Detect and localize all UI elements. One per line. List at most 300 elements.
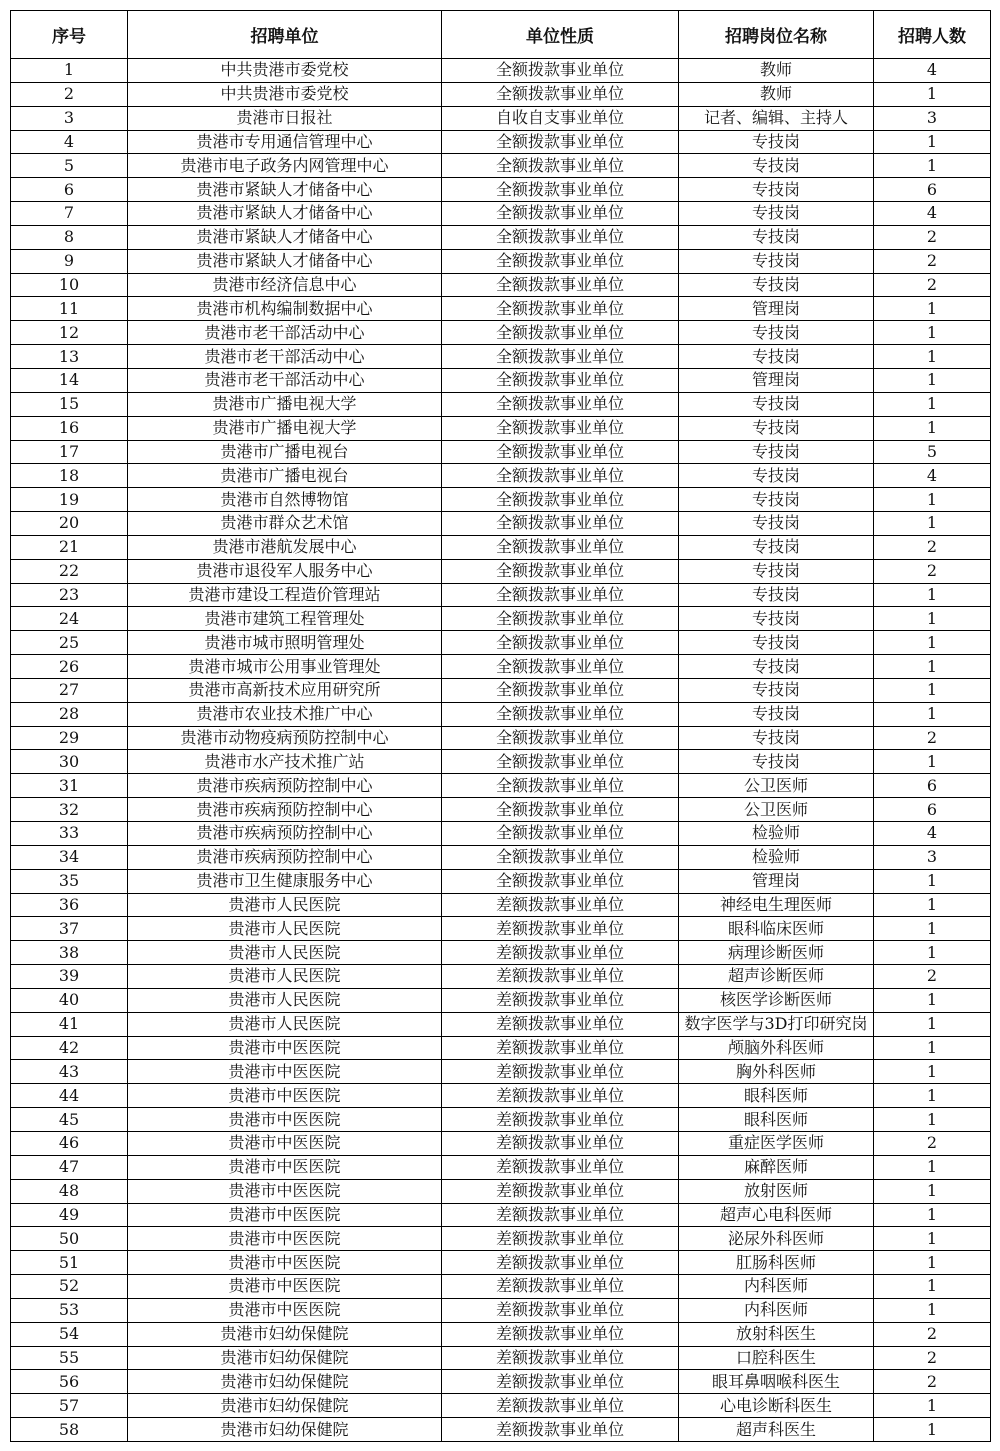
cell-position: 专技岗	[679, 512, 874, 536]
table-row	[11, 1251, 991, 1275]
cell-position: 专技岗	[679, 631, 874, 655]
cell-position: 放射医师	[679, 1179, 874, 1203]
header-count: 招聘人数	[874, 11, 991, 59]
cell-index: 44	[11, 1084, 128, 1108]
cell-unit-type: 全额拨款事业单位	[442, 678, 679, 702]
cell-index: 21	[11, 535, 128, 559]
cell-unit-type: 全额拨款事业单位	[442, 202, 679, 226]
cell-employer: 贵港市城市照明管理处	[128, 631, 442, 655]
cell-count: 1	[874, 1036, 991, 1060]
cell-employer: 贵港市中医医院	[128, 1084, 442, 1108]
cell-position: 专技岗	[679, 178, 874, 202]
cell-position: 教师	[679, 82, 874, 106]
table-row	[11, 1394, 991, 1418]
cell-index: 10	[11, 273, 128, 297]
cell-index: 50	[11, 1227, 128, 1251]
table-row	[11, 154, 991, 178]
cell-unit-type: 全额拨款事业单位	[442, 249, 679, 273]
table-row	[11, 1155, 991, 1179]
cell-position: 核医学诊断医师	[679, 988, 874, 1012]
cell-unit-type: 差额拨款事业单位	[442, 1394, 679, 1418]
cell-unit-type: 差额拨款事业单位	[442, 1036, 679, 1060]
cell-count: 4	[874, 822, 991, 846]
cell-employer: 贵港市中医医院	[128, 1060, 442, 1084]
cell-employer: 贵港市疾病预防控制中心	[128, 798, 442, 822]
cell-position: 口腔科医生	[679, 1346, 874, 1370]
cell-unit-type: 差额拨款事业单位	[442, 1084, 679, 1108]
table-row	[11, 178, 991, 202]
cell-unit-type: 全额拨款事业单位	[442, 655, 679, 679]
cell-position: 重症医学医师	[679, 1131, 874, 1155]
cell-employer: 贵港市建筑工程管理处	[128, 607, 442, 631]
cell-index: 20	[11, 512, 128, 536]
cell-index: 43	[11, 1060, 128, 1084]
cell-index: 45	[11, 1108, 128, 1132]
cell-employer: 贵港市中医医院	[128, 1203, 442, 1227]
table-row	[11, 1131, 991, 1155]
table-row	[11, 1203, 991, 1227]
cell-employer: 中共贵港市委党校	[128, 82, 442, 106]
cell-unit-type: 全额拨款事业单位	[442, 512, 679, 536]
cell-index: 23	[11, 583, 128, 607]
cell-position: 泌尿外科医师	[679, 1227, 874, 1251]
cell-unit-type: 差额拨款事业单位	[442, 1060, 679, 1084]
table-row	[11, 392, 991, 416]
cell-employer: 贵港市妇幼保健院	[128, 1346, 442, 1370]
cell-unit-type: 全额拨款事业单位	[442, 464, 679, 488]
cell-position: 眼科医师	[679, 1108, 874, 1132]
cell-position: 专技岗	[679, 440, 874, 464]
cell-position: 数字医学与3D打印研究岗	[679, 1012, 874, 1036]
cell-index: 1	[11, 59, 128, 83]
cell-employer: 贵港市建设工程造价管理站	[128, 583, 442, 607]
cell-unit-type: 差额拨款事业单位	[442, 1322, 679, 1346]
cell-unit-type: 全额拨款事业单位	[442, 607, 679, 631]
cell-unit-type: 全额拨款事业单位	[442, 631, 679, 655]
cell-position: 胸外科医师	[679, 1060, 874, 1084]
cell-index: 6	[11, 178, 128, 202]
table-row	[11, 822, 991, 846]
cell-unit-type: 全额拨款事业单位	[442, 440, 679, 464]
cell-position: 管理岗	[679, 869, 874, 893]
cell-count: 1	[874, 1298, 991, 1322]
cell-employer: 贵港市专用通信管理中心	[128, 130, 442, 154]
cell-employer: 贵港市动物疫病预防控制中心	[128, 726, 442, 750]
cell-position: 专技岗	[679, 345, 874, 369]
cell-index: 36	[11, 893, 128, 917]
cell-position: 专技岗	[679, 750, 874, 774]
cell-count: 6	[874, 798, 991, 822]
cell-index: 3	[11, 106, 128, 130]
cell-position: 超声科医生	[679, 1418, 874, 1442]
cell-count: 2	[874, 1322, 991, 1346]
cell-position: 专技岗	[679, 321, 874, 345]
cell-unit-type: 差额拨款事业单位	[442, 1203, 679, 1227]
cell-position: 心电诊断科医生	[679, 1394, 874, 1418]
cell-employer: 贵港市紧缺人才储备中心	[128, 178, 442, 202]
table-row	[11, 655, 991, 679]
cell-count: 1	[874, 1084, 991, 1108]
cell-unit-type: 全额拨款事业单位	[442, 774, 679, 798]
cell-position: 公卫医师	[679, 774, 874, 798]
cell-unit-type: 全额拨款事业单位	[442, 273, 679, 297]
table-row	[11, 464, 991, 488]
cell-employer: 贵港市中医医院	[128, 1251, 442, 1275]
cell-employer: 贵港市广播电视台	[128, 440, 442, 464]
cell-employer: 贵港市人民医院	[128, 941, 442, 965]
cell-position: 超声心电科医师	[679, 1203, 874, 1227]
cell-unit-type: 全额拨款事业单位	[442, 297, 679, 321]
cell-employer: 贵港市妇幼保健院	[128, 1370, 442, 1394]
cell-position: 专技岗	[679, 678, 874, 702]
cell-count: 2	[874, 965, 991, 989]
header-position: 招聘岗位名称	[679, 11, 874, 59]
table-row	[11, 1418, 991, 1442]
cell-employer: 贵港市疾病预防控制中心	[128, 822, 442, 846]
cell-count: 2	[874, 726, 991, 750]
table-row	[11, 488, 991, 512]
cell-unit-type: 差额拨款事业单位	[442, 1131, 679, 1155]
table-row	[11, 559, 991, 583]
table-row	[11, 988, 991, 1012]
cell-count: 1	[874, 702, 991, 726]
cell-count: 2	[874, 225, 991, 249]
cell-position: 内科医师	[679, 1298, 874, 1322]
cell-position: 麻醉医师	[679, 1155, 874, 1179]
cell-count: 1	[874, 1418, 991, 1442]
cell-index: 56	[11, 1370, 128, 1394]
cell-count: 4	[874, 464, 991, 488]
cell-index: 16	[11, 416, 128, 440]
cell-employer: 贵港市中医医院	[128, 1227, 442, 1251]
cell-position: 超声诊断医师	[679, 965, 874, 989]
cell-index: 48	[11, 1179, 128, 1203]
cell-count: 1	[874, 1227, 991, 1251]
cell-count: 1	[874, 488, 991, 512]
cell-employer: 贵港市农业技术推广中心	[128, 702, 442, 726]
cell-position: 肛肠科医师	[679, 1251, 874, 1275]
cell-position: 眼科临床医师	[679, 917, 874, 941]
cell-position: 专技岗	[679, 202, 874, 226]
table-row	[11, 202, 991, 226]
cell-index: 25	[11, 631, 128, 655]
cell-employer: 贵港市港航发展中心	[128, 535, 442, 559]
cell-index: 31	[11, 774, 128, 798]
cell-position: 眼科医师	[679, 1084, 874, 1108]
cell-employer: 贵港市老干部活动中心	[128, 321, 442, 345]
cell-count: 1	[874, 750, 991, 774]
table-row	[11, 941, 991, 965]
table-row	[11, 130, 991, 154]
cell-index: 41	[11, 1012, 128, 1036]
cell-unit-type: 全额拨款事业单位	[442, 583, 679, 607]
cell-employer: 贵港市疾病预防控制中心	[128, 845, 442, 869]
cell-unit-type: 差额拨款事业单位	[442, 893, 679, 917]
cell-employer: 贵港市卫生健康服务中心	[128, 869, 442, 893]
cell-count: 2	[874, 1370, 991, 1394]
cell-position: 专技岗	[679, 130, 874, 154]
cell-index: 38	[11, 941, 128, 965]
table-row	[11, 1227, 991, 1251]
cell-count: 1	[874, 869, 991, 893]
cell-employer: 贵港市经济信息中心	[128, 273, 442, 297]
cell-employer: 贵港市紧缺人才储备中心	[128, 225, 442, 249]
table-row	[11, 869, 991, 893]
cell-position: 专技岗	[679, 464, 874, 488]
cell-count: 1	[874, 1179, 991, 1203]
header-index: 序号	[11, 11, 128, 59]
cell-position: 专技岗	[679, 249, 874, 273]
table-row	[11, 416, 991, 440]
table-row	[11, 774, 991, 798]
cell-unit-type: 差额拨款事业单位	[442, 941, 679, 965]
cell-position: 颅脑外科医师	[679, 1036, 874, 1060]
cell-position: 专技岗	[679, 607, 874, 631]
cell-unit-type: 全额拨款事业单位	[442, 488, 679, 512]
cell-index: 29	[11, 726, 128, 750]
cell-position: 专技岗	[679, 702, 874, 726]
cell-employer: 贵港市妇幼保健院	[128, 1394, 442, 1418]
cell-count: 1	[874, 345, 991, 369]
cell-count: 1	[874, 655, 991, 679]
cell-count: 1	[874, 917, 991, 941]
cell-index: 54	[11, 1322, 128, 1346]
cell-index: 17	[11, 440, 128, 464]
cell-employer: 贵港市电子政务内网管理中心	[128, 154, 442, 178]
cell-index: 13	[11, 345, 128, 369]
cell-unit-type: 全额拨款事业单位	[442, 82, 679, 106]
table-row	[11, 249, 991, 273]
cell-unit-type: 差额拨款事业单位	[442, 1179, 679, 1203]
cell-index: 7	[11, 202, 128, 226]
cell-employer: 贵港市中医医院	[128, 1108, 442, 1132]
cell-index: 35	[11, 869, 128, 893]
cell-index: 26	[11, 655, 128, 679]
cell-index: 40	[11, 988, 128, 1012]
cell-count: 1	[874, 1012, 991, 1036]
cell-unit-type: 全额拨款事业单位	[442, 702, 679, 726]
cell-unit-type: 全额拨款事业单位	[442, 822, 679, 846]
cell-position: 专技岗	[679, 225, 874, 249]
cell-employer: 贵港市群众艺术馆	[128, 512, 442, 536]
cell-index: 5	[11, 154, 128, 178]
cell-employer: 贵港市人民医院	[128, 893, 442, 917]
cell-position: 病理诊断医师	[679, 941, 874, 965]
header-row	[11, 11, 991, 59]
cell-unit-type: 差额拨款事业单位	[442, 965, 679, 989]
cell-count: 1	[874, 1251, 991, 1275]
cell-employer: 贵港市紧缺人才储备中心	[128, 249, 442, 273]
table-row	[11, 535, 991, 559]
cell-count: 6	[874, 178, 991, 202]
table-row	[11, 1322, 991, 1346]
table-row	[11, 82, 991, 106]
cell-index: 24	[11, 607, 128, 631]
cell-count: 1	[874, 368, 991, 392]
table-row	[11, 726, 991, 750]
cell-unit-type: 差额拨款事业单位	[442, 1418, 679, 1442]
cell-employer: 贵港市水产技术推广站	[128, 750, 442, 774]
recruitment-table	[10, 10, 991, 1442]
cell-count: 1	[874, 82, 991, 106]
table-row	[11, 345, 991, 369]
cell-unit-type: 全额拨款事业单位	[442, 345, 679, 369]
cell-position: 专技岗	[679, 416, 874, 440]
cell-employer: 贵港市中医医院	[128, 1275, 442, 1299]
cell-unit-type: 差额拨款事业单位	[442, 1275, 679, 1299]
cell-count: 1	[874, 893, 991, 917]
cell-count: 1	[874, 1155, 991, 1179]
cell-unit-type: 全额拨款事业单位	[442, 798, 679, 822]
cell-count: 1	[874, 631, 991, 655]
cell-unit-type: 差额拨款事业单位	[442, 1370, 679, 1394]
table-row	[11, 368, 991, 392]
cell-index: 51	[11, 1251, 128, 1275]
header-unit-type: 单位性质	[442, 11, 679, 59]
cell-count: 1	[874, 130, 991, 154]
cell-index: 39	[11, 965, 128, 989]
cell-count: 6	[874, 774, 991, 798]
cell-count: 1	[874, 321, 991, 345]
cell-employer: 贵港市老干部活动中心	[128, 345, 442, 369]
cell-unit-type: 差额拨款事业单位	[442, 1012, 679, 1036]
cell-index: 4	[11, 130, 128, 154]
cell-position: 检验师	[679, 822, 874, 846]
cell-index: 53	[11, 1298, 128, 1322]
cell-index: 34	[11, 845, 128, 869]
cell-count: 1	[874, 1203, 991, 1227]
cell-employer: 贵港市妇幼保健院	[128, 1322, 442, 1346]
cell-employer: 贵港市中医医院	[128, 1179, 442, 1203]
table-row	[11, 1346, 991, 1370]
cell-count: 1	[874, 1394, 991, 1418]
cell-employer: 贵港市紧缺人才储备中心	[128, 202, 442, 226]
cell-index: 14	[11, 368, 128, 392]
cell-count: 2	[874, 249, 991, 273]
cell-unit-type: 差额拨款事业单位	[442, 1108, 679, 1132]
table-row	[11, 440, 991, 464]
cell-employer: 贵港市老干部活动中心	[128, 368, 442, 392]
cell-employer: 贵港市广播电视台	[128, 464, 442, 488]
cell-index: 46	[11, 1131, 128, 1155]
cell-index: 11	[11, 297, 128, 321]
cell-position: 神经电生理医师	[679, 893, 874, 917]
cell-index: 22	[11, 559, 128, 583]
cell-count: 1	[874, 941, 991, 965]
cell-unit-type: 差额拨款事业单位	[442, 1251, 679, 1275]
cell-count: 2	[874, 1346, 991, 1370]
cell-employer: 贵港市人民医院	[128, 1012, 442, 1036]
cell-position: 专技岗	[679, 726, 874, 750]
cell-count: 1	[874, 678, 991, 702]
table-row	[11, 1108, 991, 1132]
cell-count: 1	[874, 416, 991, 440]
cell-employer: 中共贵港市委党校	[128, 59, 442, 83]
cell-index: 33	[11, 822, 128, 846]
table-row	[11, 225, 991, 249]
table-row	[11, 273, 991, 297]
cell-employer: 贵港市人民医院	[128, 917, 442, 941]
cell-employer: 贵港市中医医院	[128, 1155, 442, 1179]
cell-unit-type: 全额拨款事业单位	[442, 535, 679, 559]
cell-count: 1	[874, 988, 991, 1012]
cell-position: 专技岗	[679, 655, 874, 679]
cell-unit-type: 全额拨款事业单位	[442, 154, 679, 178]
table-row	[11, 702, 991, 726]
cell-unit-type: 差额拨款事业单位	[442, 1298, 679, 1322]
cell-index: 15	[11, 392, 128, 416]
cell-count: 4	[874, 202, 991, 226]
cell-unit-type: 全额拨款事业单位	[442, 130, 679, 154]
cell-index: 57	[11, 1394, 128, 1418]
cell-unit-type: 全额拨款事业单位	[442, 225, 679, 249]
cell-position: 内科医师	[679, 1275, 874, 1299]
cell-unit-type: 全额拨款事业单位	[442, 416, 679, 440]
cell-employer: 贵港市人民医院	[128, 965, 442, 989]
cell-count: 4	[874, 59, 991, 83]
cell-position: 放射科医生	[679, 1322, 874, 1346]
table-row	[11, 845, 991, 869]
cell-employer: 贵港市自然博物馆	[128, 488, 442, 512]
cell-count: 5	[874, 440, 991, 464]
cell-employer: 贵港市广播电视大学	[128, 392, 442, 416]
cell-employer: 贵港市疾病预防控制中心	[128, 774, 442, 798]
cell-count: 1	[874, 154, 991, 178]
cell-count: 3	[874, 106, 991, 130]
table-row	[11, 1370, 991, 1394]
cell-count: 2	[874, 559, 991, 583]
table-row	[11, 1298, 991, 1322]
cell-index: 42	[11, 1036, 128, 1060]
cell-position: 眼耳鼻咽喉科医生	[679, 1370, 874, 1394]
cell-unit-type: 差额拨款事业单位	[442, 988, 679, 1012]
cell-index: 9	[11, 249, 128, 273]
cell-count: 1	[874, 1108, 991, 1132]
table-row	[11, 917, 991, 941]
table-row	[11, 965, 991, 989]
cell-index: 2	[11, 82, 128, 106]
table-row	[11, 583, 991, 607]
cell-count: 1	[874, 1275, 991, 1299]
cell-count: 3	[874, 845, 991, 869]
cell-position: 检验师	[679, 845, 874, 869]
cell-employer: 贵港市机构编制数据中心	[128, 297, 442, 321]
cell-count: 2	[874, 535, 991, 559]
cell-index: 12	[11, 321, 128, 345]
cell-index: 32	[11, 798, 128, 822]
table-row	[11, 512, 991, 536]
cell-unit-type: 全额拨款事业单位	[442, 392, 679, 416]
cell-position: 管理岗	[679, 297, 874, 321]
cell-index: 28	[11, 702, 128, 726]
cell-position: 公卫医师	[679, 798, 874, 822]
cell-unit-type: 全额拨款事业单位	[442, 59, 679, 83]
cell-index: 55	[11, 1346, 128, 1370]
cell-index: 52	[11, 1275, 128, 1299]
cell-position: 专技岗	[679, 535, 874, 559]
cell-unit-type: 全额拨款事业单位	[442, 368, 679, 392]
cell-index: 58	[11, 1418, 128, 1442]
table-body	[11, 59, 991, 1442]
table-row	[11, 1036, 991, 1060]
cell-unit-type: 全额拨款事业单位	[442, 178, 679, 202]
cell-index: 47	[11, 1155, 128, 1179]
table-row	[11, 607, 991, 631]
cell-position: 专技岗	[679, 583, 874, 607]
cell-position: 专技岗	[679, 154, 874, 178]
cell-index: 18	[11, 464, 128, 488]
cell-unit-type: 全额拨款事业单位	[442, 559, 679, 583]
